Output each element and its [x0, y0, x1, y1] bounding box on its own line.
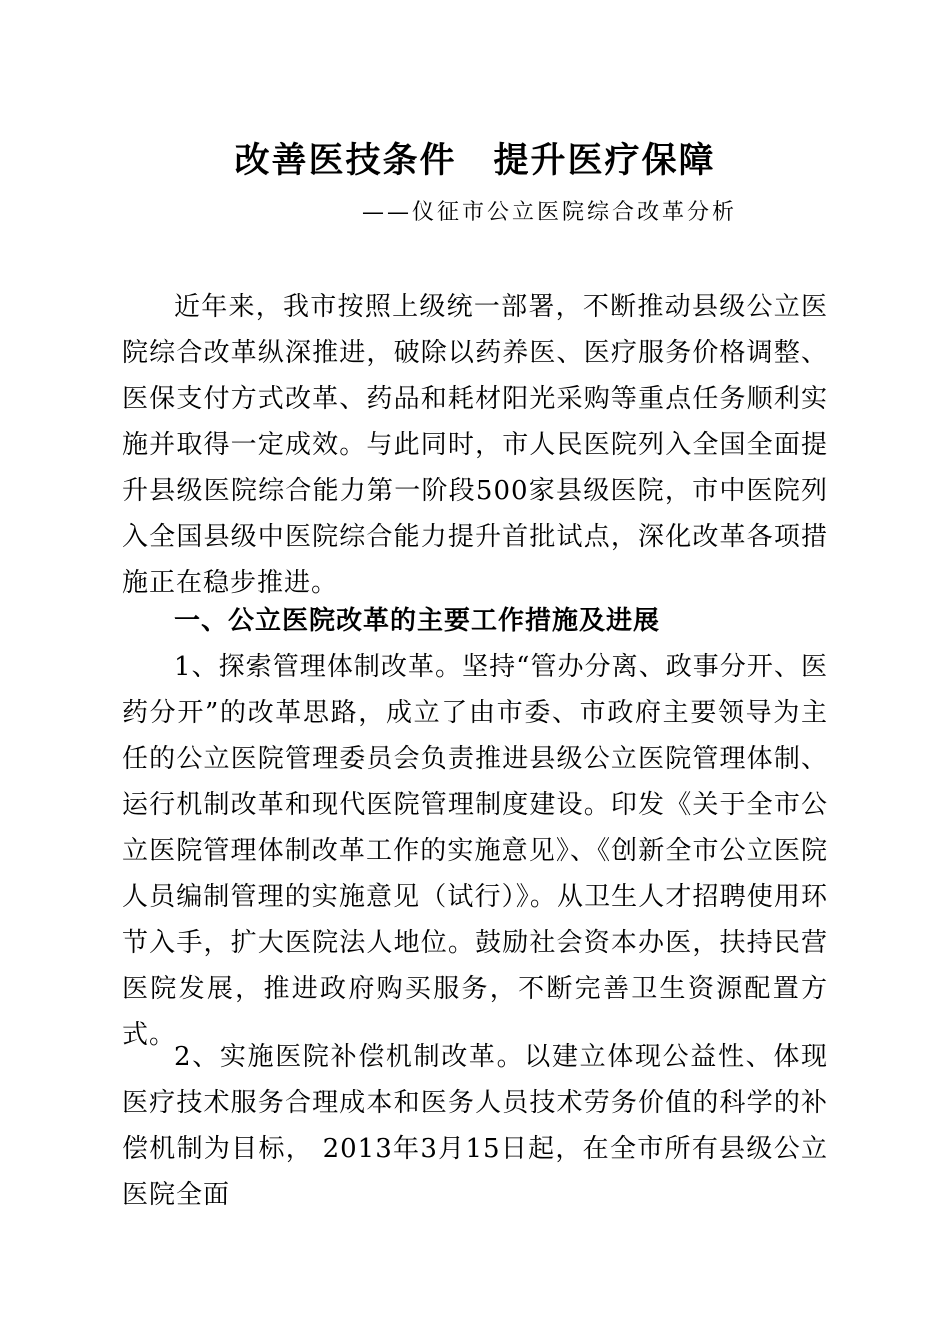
- compensation-reform-paragraph: 2、实施医院补偿机制改革。以建立体现公益性、体现医疗技术服务合理成本和医务人员技术劳务价值的科学的补偿机制为目标， 2013年3月15日起，在全市所有县级公立医院全面: [122, 1042, 828, 1210]
- management-reform-paragraph: 1、探索管理体制改革。坚持“管办分离、政事分开、医药分开”的改革思路，成立了由市委、市政府主要领导为主任的公立医院管理委员会负责推进县级公立医院管理体制、运行机制改革和现代医院管理制度建设。印发《关于全市公立医院管理体制改革工作的实施意见》、《创新全市公立医院人员编制管理的实施意见（试行）》。从卫生人才招聘使用环节入手，扩大医院法人地位。鼓励社会资本办医，扶持民营医院发展，推进政府购买服务，不断完善卫生资源配置方式。: [122, 652, 828, 1050]
- document-title: 改善医技条件 提升医疗保障: [234, 140, 716, 181]
- document-subtitle: ——仪征市公立医院综合改革分析: [362, 200, 738, 225]
- section-heading: 一、公立医院改革的主要工作措施及进展: [174, 606, 661, 636]
- management-reform-paragraph-block: [122, 644, 828, 1058]
- intro-paragraph: 近年来，我市按照上级统一部署，不断推动县级公立医院综合改革纵深推进，破除以药养医、医疗服务价格调整、医保支付方式改革、药品和耗材阳光采购等重点任务顺利实施并取得一定成效。与此同时，市人民医院列入全国全面提升县级医院综合能力第一阶段500家县级医院，市中医院列入全国县级中医院综合能力提升首批试点，深化改革各项措施正在稳步推进。: [122, 292, 828, 598]
- compensation-reform-paragraph-block: [122, 1034, 828, 1218]
- intro-paragraph-block: [122, 284, 828, 606]
